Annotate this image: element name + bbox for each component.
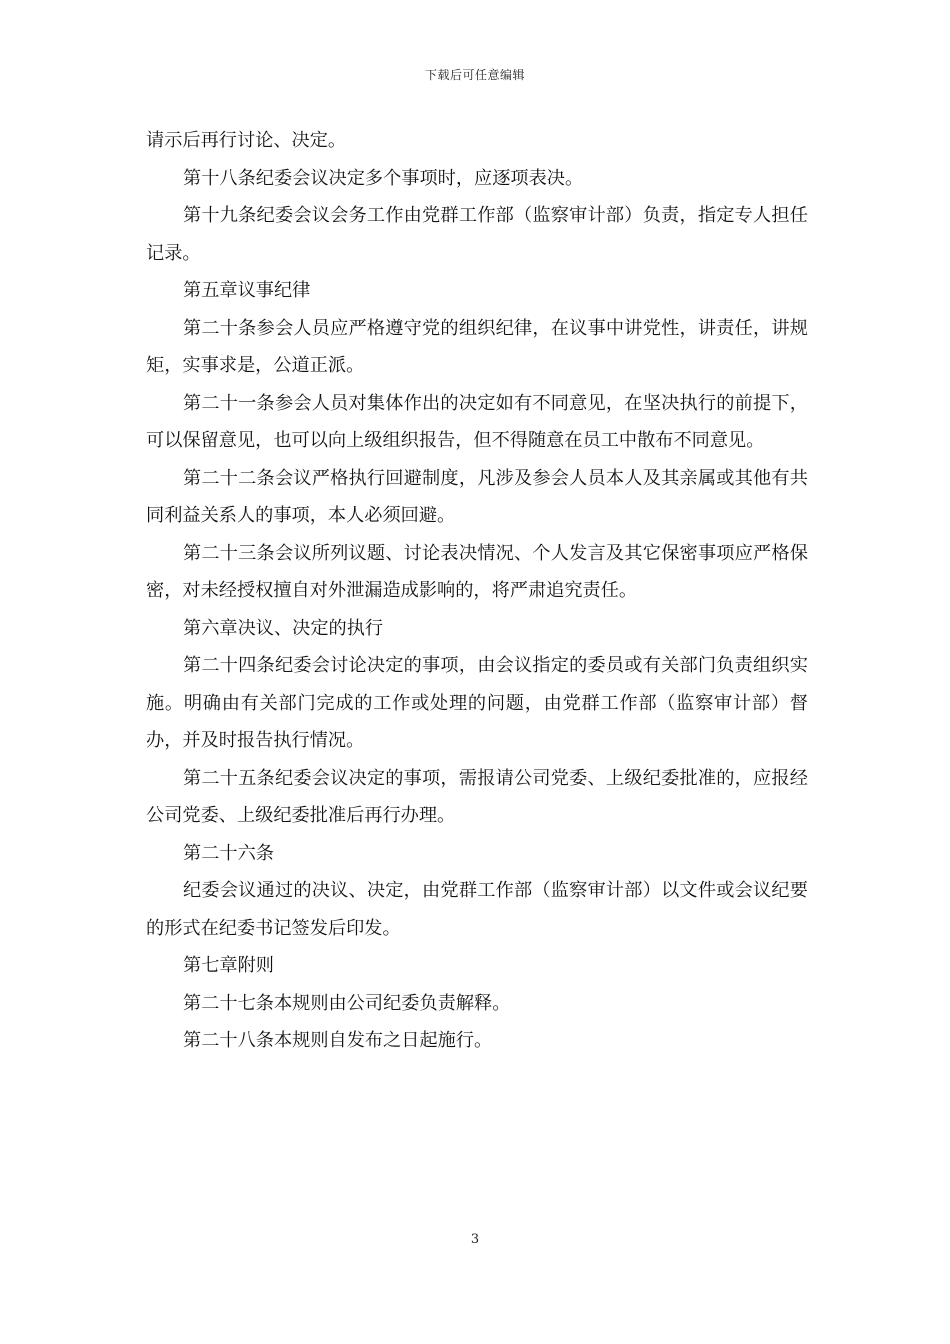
paragraph: 第二十三条会议所列议题、讨论表决情况、个人发言及其它保密事项应严格保密，对未经授权擅自对外泄漏造成影响的，将严肃追究责任。 [146, 542, 808, 601]
paragraph: 第二十六条 [183, 842, 274, 864]
page-number: 3 [470, 1232, 480, 1247]
paragraph: 纪委会议通过的决议、决定，由党群工作部（监察审计部）以文件或会议纪要的形式在纪委书记签发后印发。 [146, 880, 808, 939]
chapter-heading: 第六章决议、决定的执行 [183, 617, 384, 639]
paragraph: 第二十五条纪委会议决定的事项，需报请公司党委、上级纪委批准的，应报经公司党委、上级纪委批准后再行办理。 [146, 767, 808, 826]
paragraph: 第二十七条本规则由公司纪委负责解释。 [183, 992, 511, 1014]
paragraph: 第二十二条会议严格执行回避制度，凡涉及参会人员本人及其亲属或其他有共同利益关系人的事项，本人必须回避。 [146, 467, 808, 526]
paragraph: 第十九条纪委会议会务工作由党群工作部（监察审计部）负责，指定专人担任记录。 [146, 205, 808, 264]
paragraph: 请示后再行讨论、决定。 [146, 130, 347, 151]
paragraph: 第二十条参会人员应严格遵守党的组织纪律，在议事中讲党性，讲责任，讲规矩，实事求是，公道正派。 [146, 317, 808, 376]
paragraph: 第二十八条本规则自发布之日起施行。 [183, 1030, 493, 1051]
paragraph: 第十八条纪委会议决定多个事项时，应逐项表决。 [183, 167, 584, 189]
document-body [146, 122, 808, 1060]
chapter-heading: 第七章附则 [183, 955, 274, 976]
header-note: 下载后可任意编辑 [424, 68, 525, 82]
paragraph: 第二十一条参会人员对集体作出的决定如有不同意见，在坚决执行的前提下，可以保留意见，也可以向上级组织报告，但不得随意在员工中散布不同意见。 [146, 392, 808, 451]
paragraph: 第二十四条纪委会讨论决定的事项，由会议指定的委员或有关部门负责组织实施。明确由有关部门完成的工作或处理的问题，由党群工作部（监察审计部）督办，并及时报告执行情况。 [146, 655, 808, 751]
chapter-heading: 第五章议事纪律 [183, 280, 311, 301]
